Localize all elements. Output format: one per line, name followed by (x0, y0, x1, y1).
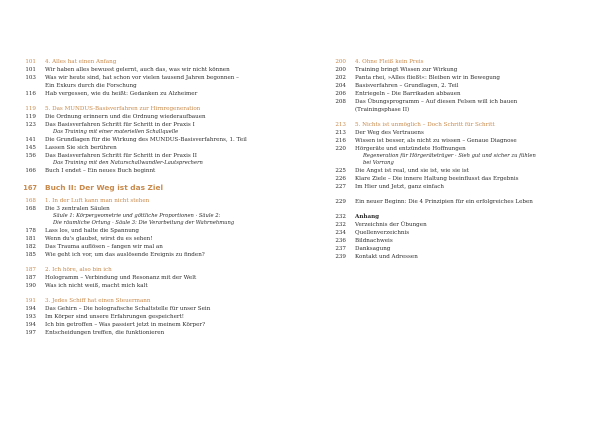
toc-entry (20, 205, 310, 213)
toc-right-column (330, 58, 585, 261)
toc-entry (330, 221, 585, 229)
toc-entry-text: Das Basisverfahren Schritt für Schritt in der Praxis I (45, 122, 195, 128)
toc-section (330, 121, 585, 191)
toc-part1 (20, 58, 310, 175)
toc-entry-text: Das Übungsprogramm – Auf diesen Felsen will ich bauen (355, 99, 518, 105)
toc-entry (20, 82, 310, 90)
toc-page-number (330, 160, 355, 167)
toc-subentry (20, 220, 310, 227)
toc-entry-text: Wenn du's glaubst, wirst du es sehen! (45, 236, 153, 242)
toc-section (20, 105, 310, 175)
toc-page-number: 202 (335, 75, 346, 81)
toc-entry-text: Hologramm – Verbindung und Resonanz mit der Welt (45, 275, 197, 281)
toc-page-number: 216 (335, 138, 346, 144)
toc-entry (330, 66, 585, 74)
toc-entry-text: 4. Alles hat einen Anfang (45, 59, 117, 65)
toc-entry (20, 305, 310, 313)
toc-entry (20, 144, 310, 152)
toc-entry-text: Entscheidungen treffen, die funktionieren (45, 330, 165, 336)
toc-page-number: 168 (25, 206, 36, 212)
toc-page-number: 194 (25, 306, 36, 312)
toc-entry-text: Wissen ist besser, als nicht zu wissen – Genaue Diagnose (355, 138, 517, 144)
toc-section (20, 197, 310, 259)
toc-entry-text: Die Ordnung erinnern und die Ordnung wiederaufbauen (45, 114, 206, 120)
toc-page-number: 226 (335, 176, 346, 182)
toc-entry (20, 274, 310, 282)
toc-page-number: 213 (335, 122, 346, 128)
toc-page-number: 123 (25, 122, 36, 128)
toc-entry-text: 5. Nichts ist unmöglich – Doch Schritt für Schritt (355, 122, 495, 128)
toc-entry-text: Der Weg des Vertrauens (355, 130, 424, 136)
toc-page-number: 119 (25, 114, 36, 120)
toc-entry (330, 82, 585, 90)
toc-entry (330, 145, 585, 153)
toc-page-number: 103 (25, 75, 36, 81)
toc-entry (20, 136, 310, 144)
toc-page-number: 185 (25, 252, 36, 258)
toc-page-number (20, 213, 45, 220)
toc-entry-text: Ein neuer Beginn: Die 4 Prinzipien für ein erfolgreiches Leben (355, 199, 533, 205)
toc-entry (330, 137, 585, 145)
toc-entry-text: Das Training mit den Naturschallwandler-Lautsprechern (53, 160, 203, 166)
book-page-number: 167 (23, 184, 37, 192)
toc-entry (330, 198, 585, 206)
toc-page-number: 239 (335, 254, 346, 260)
toc-entry (330, 245, 585, 253)
toc-entry-text: Panta rhei, »Alles fließt«: Bleiben wir in Bewegung (355, 75, 500, 81)
toc-entry (20, 66, 310, 74)
toc-entry (330, 229, 585, 237)
toc-entry (330, 183, 585, 191)
toc-entry-text: Im Körper sind unsere Erfahrungen gespeichert! (45, 314, 185, 320)
toc-subentry (330, 153, 585, 160)
toc-page-number: 194 (25, 322, 36, 328)
toc-entry (20, 235, 310, 243)
toc-page-number: 191 (25, 298, 36, 304)
toc-section (330, 58, 585, 114)
toc-entry (330, 90, 585, 98)
toc-entry-text: Das Trauma auflösen – fangen wir mal an (45, 244, 163, 250)
toc-entry (20, 121, 310, 129)
toc-entry-text: Danksagung (355, 246, 391, 252)
toc-section (330, 198, 585, 206)
toc-section-heading (20, 58, 310, 66)
toc-entry-text: 1. In der Luft kann man nicht stehen (45, 198, 150, 204)
toc-subentry (330, 160, 585, 167)
toc-entry (330, 213, 585, 221)
toc-subentry (20, 160, 310, 167)
toc-section (20, 297, 310, 337)
toc-section-heading (20, 197, 310, 205)
toc-page-number: 237 (335, 246, 346, 252)
toc-entry (20, 329, 310, 337)
toc-entry-text: bei Vorrang (363, 160, 394, 166)
toc-entry-text: Training bringt Wissen zur Wirkung (355, 67, 458, 73)
toc-entry-text: Ein Exkurs durch die Forschung (45, 83, 137, 89)
toc-page-number: 193 (25, 314, 36, 320)
toc-section (20, 266, 310, 290)
toc-entry (20, 251, 310, 259)
toc-entry-text: Lass los, und halte die Spannung (45, 228, 139, 234)
toc-entry (20, 113, 310, 121)
toc-entry-text: Lassen Sie sich berühren (45, 145, 117, 151)
book-heading (20, 183, 310, 192)
toc-entry-text: Anhang (355, 214, 380, 220)
toc-page-number: 156 (25, 153, 36, 159)
toc-subentry (20, 129, 310, 136)
toc-entry-text: Das Basisverfahren Schritt für Schritt in der Praxis II (45, 153, 197, 159)
toc-page-number (20, 129, 45, 136)
toc-page-number: 141 (25, 137, 36, 143)
toc-entry-text: Was wir heute sind, hat schon vor vielen tausend Jahren begonnen – (45, 75, 239, 81)
toc-entry-text: Hab vergessen, wie du heißt: Gedanken zu Alzheimer (45, 91, 198, 97)
toc-page-number: 232 (335, 222, 346, 228)
toc-subentry (20, 213, 310, 220)
toc-entry-text: Im Hier und Jetzt, ganz einfach (355, 184, 444, 190)
toc-section-heading (20, 297, 310, 305)
toc-section (330, 213, 585, 261)
toc-section-heading (20, 105, 310, 113)
toc-entry (20, 90, 310, 98)
toc-page-number: 187 (25, 267, 36, 273)
toc-page-number: 166 (25, 168, 36, 174)
toc-page-number (330, 106, 355, 114)
toc-left-column (20, 58, 310, 337)
toc-entry-text: Das Training mit einer materiellen Schallquelle (53, 129, 179, 135)
toc-entry-text: Hörgeräte und entzündete Hoffnungen (355, 146, 466, 152)
toc-entry-text: 2. Ich höre, also bin ich (45, 267, 112, 273)
toc-page-number: 197 (25, 330, 36, 336)
toc-entry-text: Kontakt und Adressen (355, 254, 418, 260)
toc-entry (330, 74, 585, 82)
toc-entry (20, 243, 310, 251)
toc-entry (330, 98, 585, 106)
toc-page-number: 101 (25, 59, 36, 65)
toc-entry (330, 106, 585, 114)
toc-page-number: 168 (25, 198, 36, 204)
toc-section-heading (20, 266, 310, 274)
toc-entry (20, 74, 310, 82)
toc-page-number: 234 (335, 230, 346, 236)
toc-entry-text: Die Grundlagen für die Wirkung des MUNDUS-Basisverfahrens, 1. Teil (45, 137, 247, 143)
toc-entry-text: Ich bin getroffen – Was passiert jetzt in meinem Körper? (45, 322, 206, 328)
toc-entry-text: Buch I endet – Ein neues Buch beginnt (45, 168, 156, 174)
toc-entry (330, 129, 585, 137)
toc-page-number: 227 (335, 184, 346, 190)
toc-page-number (330, 153, 355, 160)
toc-page-number: 119 (25, 106, 36, 112)
toc-page-number: 236 (335, 238, 346, 244)
toc-entry (330, 175, 585, 183)
toc-entry-text: 4. Ohne Fleiß kein Preis (355, 59, 424, 65)
toc-page-number: 204 (335, 83, 346, 89)
toc-entry (20, 313, 310, 321)
toc-page-number: 187 (25, 275, 36, 281)
toc-part2 (20, 197, 310, 337)
toc-page-number: 101 (25, 67, 36, 73)
toc-entry-text: Bildnachweis (355, 238, 393, 244)
toc-page-number: 225 (335, 168, 346, 174)
toc-entry-text: Das Gehirn – Die holografische Schaltstelle für unser Sein (45, 306, 211, 312)
toc-entry (20, 321, 310, 329)
toc-page-number: 206 (335, 91, 346, 97)
toc-page-number: 182 (25, 244, 36, 250)
toc-entry-text: Wie geht ich vor, um das auslösende Ereignis zu finden? (45, 252, 205, 258)
toc-entry-text: Säule 1: Körpergeometrie und göttliche Proportionen · Säule 2: (53, 213, 221, 219)
toc-page-number: 208 (335, 99, 346, 105)
toc-entry-text: Was ich nicht weiß, macht mich kalt (45, 283, 148, 289)
toc-page-number (20, 160, 45, 167)
toc-section-heading (330, 121, 585, 129)
toc-entry-text: 5. Das MUNDUS-Basisverfahren zur Hirnregeneration (45, 106, 201, 112)
toc-section (20, 58, 310, 98)
toc-entry-text: (Trainingsphase II) (355, 107, 410, 113)
toc-page-number: 232 (335, 214, 346, 220)
toc-entry-text: Quellenverzeichnis (355, 230, 410, 236)
toc-entry-text: Regeneration für Hörgeräteträger · Sieh gut und sicher zu fühlen (363, 153, 536, 159)
toc-page-number: 145 (25, 145, 36, 151)
toc-page-number: 229 (335, 199, 346, 205)
book-title: Buch II: Der Weg ist das Ziel (45, 183, 163, 192)
toc-entry-text: Die räumliche Ortung · Säule 3: Die Verarbeitung der Wahrnehmung (53, 220, 235, 226)
toc-page-number: 200 (335, 67, 346, 73)
toc-entry-text: Entriegeln – Die Barrikaden abbauen (355, 91, 461, 97)
toc-page-number: 181 (25, 236, 36, 242)
toc-entry-text: Die Angst ist real, und sie ist, wie sie ist (355, 168, 469, 174)
toc-page-number: 116 (25, 91, 36, 97)
toc-entry-text: Wir haben alles bewusst gelernt, auch das, was wir nicht können (45, 67, 230, 73)
toc-page-number: 190 (25, 283, 36, 289)
toc-page-number: 178 (25, 228, 36, 234)
toc-entry-text: Basisverfahren – Grundlagen, 2. Teil (355, 83, 459, 89)
toc-entry (20, 227, 310, 235)
toc-page-number: 220 (335, 146, 346, 152)
toc-section-heading (330, 58, 585, 66)
toc-entry (330, 167, 585, 175)
toc-page-number (20, 220, 45, 227)
toc-entry (20, 282, 310, 290)
toc-entry-text: Verzeichnis der Übungen (355, 222, 427, 228)
toc-page-number: 200 (335, 59, 346, 65)
toc-entry-text: 3. Jedes Schiff hat einen Steuermann (45, 298, 151, 304)
toc-page-number (20, 82, 45, 90)
toc-entry-text: Die 3 zentralen Säulen (45, 206, 110, 212)
toc-page-number: 213 (335, 130, 346, 136)
toc-entry (20, 167, 310, 175)
toc-entry (330, 253, 585, 261)
toc-entry (330, 237, 585, 245)
toc-entry (20, 152, 310, 160)
toc-entry-text: Klare Ziele – Die innere Haltung beeinflusst das Ergebnis (355, 176, 519, 182)
